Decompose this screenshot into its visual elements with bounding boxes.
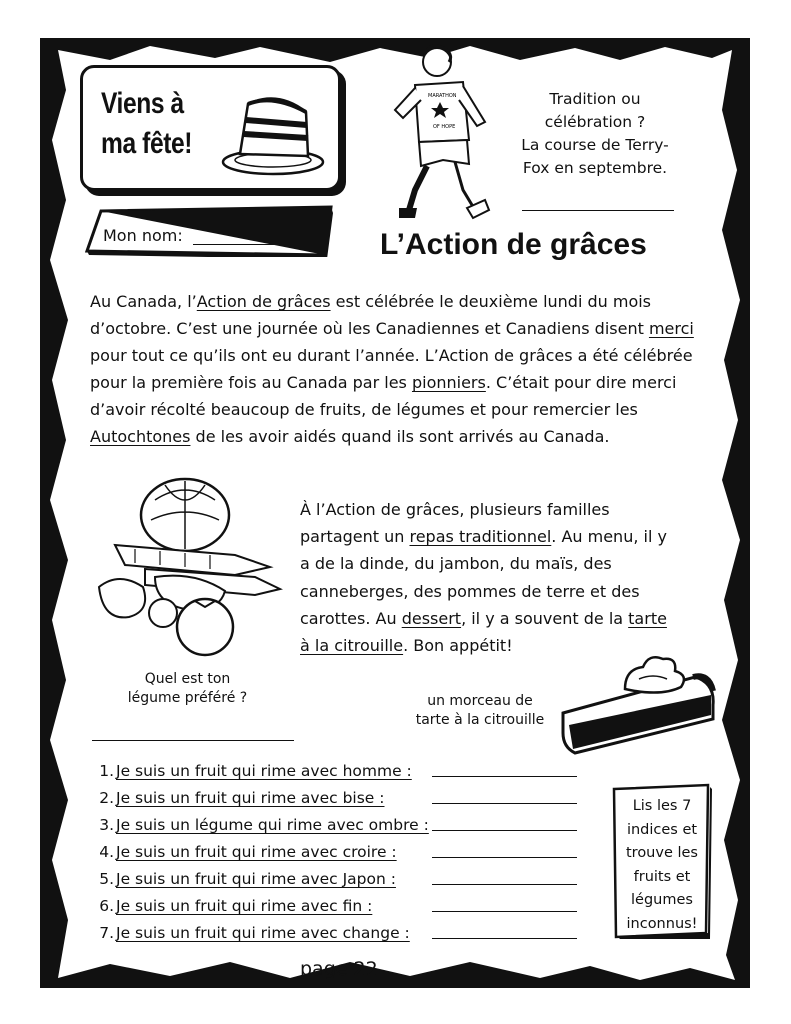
riddle-number: 1.	[99, 762, 114, 780]
note-line-4: Fox en septembre.	[522, 159, 668, 177]
clue-line-6: inconnus!	[626, 915, 698, 932]
riddle-number: 3.	[99, 816, 114, 834]
riddle-answer-line[interactable]	[432, 830, 577, 831]
term-merci: merci	[648, 319, 694, 338]
clue-line-3: trouve les	[625, 845, 698, 861]
riddle-text: Je suis un fruit qui rime avec homme :	[116, 762, 412, 780]
meal-paragraph: À l’Action de grâces, plusieurs familles partagent un repas traditionnel. Au menu, il y a de la dinde, du jambon, du maïs, des canneberges, des pommes de terre et des carottes. Au dessert, il y a souvent de la tarte à la citrouille. Bon appétit!	[300, 500, 667, 656]
title-line-2: ma fête!	[101, 127, 193, 160]
riddle-item	[92, 760, 592, 787]
favorite-vegetable-answer-line[interactable]	[92, 740, 294, 741]
riddle-item	[92, 841, 592, 868]
riddle-item	[92, 922, 592, 949]
riddle-answer-line[interactable]	[432, 776, 577, 777]
title-box	[80, 65, 341, 191]
riddle-text: Je suis un fruit qui rime avec Japon :	[116, 870, 396, 888]
terry-fox-answer-line[interactable]	[522, 210, 674, 211]
vegetable-question	[100, 670, 275, 708]
riddle-answer-line[interactable]	[432, 857, 577, 858]
riddle-number: 2.	[99, 789, 114, 807]
clue-line-5: légumes	[631, 892, 693, 908]
riddle-text: Je suis un légume qui rime avec ombre :	[116, 816, 429, 834]
riddle-text: Je suis un fruit qui rime avec fin :	[116, 897, 373, 915]
runner-illustration	[385, 40, 495, 230]
term-repas-traditionnel: repas traditionnel	[409, 527, 552, 547]
riddle-text: Je suis un fruit qui rime avec croire :	[116, 843, 397, 861]
riddle-text: Je suis un fruit qui rime avec change :	[116, 924, 410, 942]
note-line-3: La course de Terry-	[521, 136, 669, 154]
pie-caption	[390, 692, 570, 730]
name-field[interactable]	[193, 244, 319, 245]
title-line-1: Viens à	[101, 87, 184, 120]
riddle-answer-line[interactable]	[432, 938, 577, 939]
riddle-answer-line[interactable]	[432, 911, 577, 912]
clue-line-2: indices et	[626, 821, 698, 838]
riddle-answer-line[interactable]	[432, 803, 577, 804]
terry-fox-note	[505, 88, 685, 180]
intro-paragraph: Au Canada, l’Action de grâces est célébrée le deuxième lundi du mois d’octobre. C’est une journée où les Canadiennes et Canadiens disent merci pour tout ce qu’ils ont eu durant l’année. L’Action de grâces a été célébrée pour la première fois au Canada par les pionniers. C’était pour dire merci d’avoir récolté beaucoup de fruits, de légumes et pour remercier les Autochtones de les avoir aidés quand ils sont arrivés au Canada.	[90, 292, 694, 446]
clue-line-1: Lis les 7	[632, 798, 692, 814]
term-action-de-graces: Action de grâces	[196, 292, 331, 311]
vegetable-question-line-1: Quel est ton	[144, 671, 231, 687]
note-line-2: célébration ?	[544, 113, 646, 131]
riddle-item	[92, 868, 592, 895]
riddle-answer-line[interactable]	[432, 884, 577, 885]
term-dessert: dessert	[401, 608, 462, 628]
riddle-item	[92, 814, 592, 841]
riddle-number: 4.	[99, 843, 114, 861]
name-label: Mon nom:	[103, 226, 183, 245]
riddle-list	[92, 760, 592, 949]
term-pionniers: pionniers	[411, 373, 486, 392]
riddle-text: Je suis un fruit qui rime avec bise :	[116, 789, 385, 807]
term-tarte-citrouille: tarte à la citrouille	[300, 608, 667, 656]
riddle-item	[92, 787, 592, 814]
note-line-1: Tradition ou	[549, 90, 641, 108]
page-heading: L’Action de grâces	[380, 228, 647, 261]
whipped-cream-icon	[625, 657, 684, 692]
cake-icon	[218, 82, 328, 177]
pie-caption-line-2: tarte à la citrouille	[415, 712, 545, 728]
page-number: page 22	[300, 958, 378, 980]
pie-caption-line-1: un morceau de	[427, 693, 533, 709]
shirt-text-1: MARATHON	[428, 93, 457, 99]
term-autochtones: Autochtones	[90, 427, 191, 446]
riddle-number: 5.	[99, 870, 114, 888]
vegetables-illustration	[85, 465, 290, 665]
riddle-item	[92, 895, 592, 922]
title-text	[101, 84, 192, 164]
vegetable-question-line-2: légume préféré ?	[127, 690, 248, 706]
clue-line-4: fruits et	[633, 868, 691, 885]
riddle-number: 7.	[99, 924, 114, 942]
clue-text	[612, 795, 712, 936]
pie-slice-icon	[555, 655, 725, 760]
shirt-text-2: OF HOPE	[433, 124, 456, 130]
riddle-number: 6.	[99, 897, 114, 915]
